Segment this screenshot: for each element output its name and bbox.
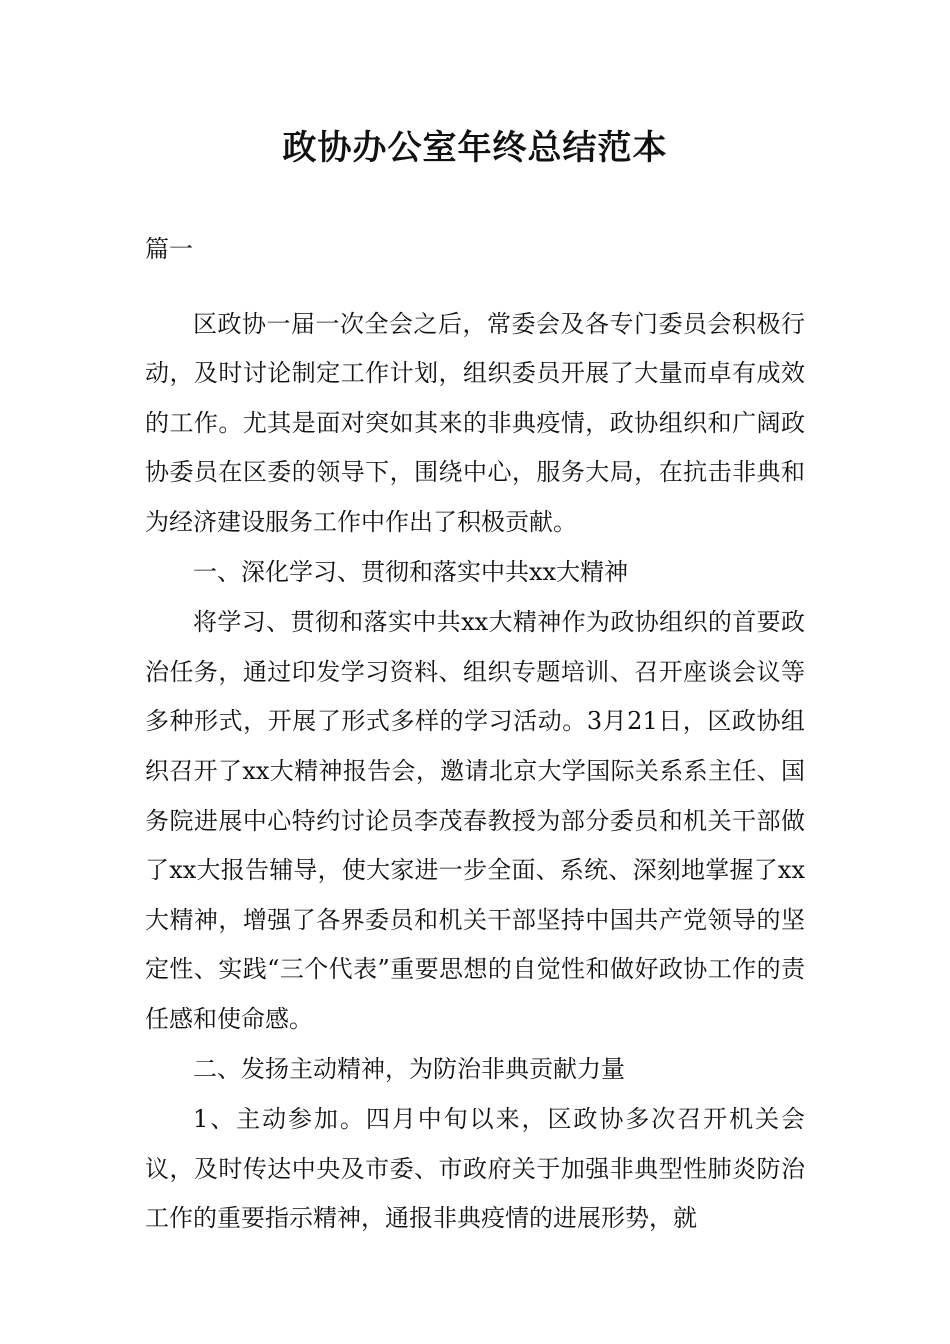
heading-section-1: 一、深化学习、贯彻和落实中共xx大精神: [193, 557, 629, 586]
paragraph-intro: 区政协一届一次全会之后，常委会及各专门委员会积极行动，及时讨论制定工作计划，组织委员开展了大量而卓有成效的工作。尤其是面对突如其来的非典疫情，政协组织和广阔政协委员在区委的领导下，围绕中心，服务大局，在抗击非典和为经济建设服务工作中作出了积极贡献。: [145, 309, 805, 536]
paragraph-section-1: 将学习、贯彻和落实中共xx大精神作为政协组织的首要政治任务，通过印发学习资料、组织专题培训、召开座谈会议等多种形式，开展了形式多样的学习活动。3月21日，区政协组织召开了xx大精神报告会，邀请北京大学国际关系系主任、国务院进展中心特约讨论员李茂春教授为部分委员和机关干部做了xx大报告辅导，使大家进一步全面、系统、深刻地掌握了xx大精神，增强了各界委员和机关干部坚持中国共产党领导的坚定性、实践“三个代表”重要思想的自觉性和做好政协工作的责任感和使命感。: [145, 608, 805, 1033]
heading-section-2: 二、发扬主动精神，为防治非典贡献力量: [193, 1054, 625, 1083]
document-body: [145, 225, 805, 1244]
section-label: 篇一: [145, 235, 193, 263]
document-title: 政协办公室年终总结范本: [282, 128, 668, 168]
paragraph-section-2-item-1: 1、主动参加。四月中旬以来，区政协多次召开机关会议，及时传达中央及市委、市政府关于加强非典型性肺炎防治工作的重要指示精神，通报非典疫情的进展形势，就: [145, 1105, 805, 1233]
